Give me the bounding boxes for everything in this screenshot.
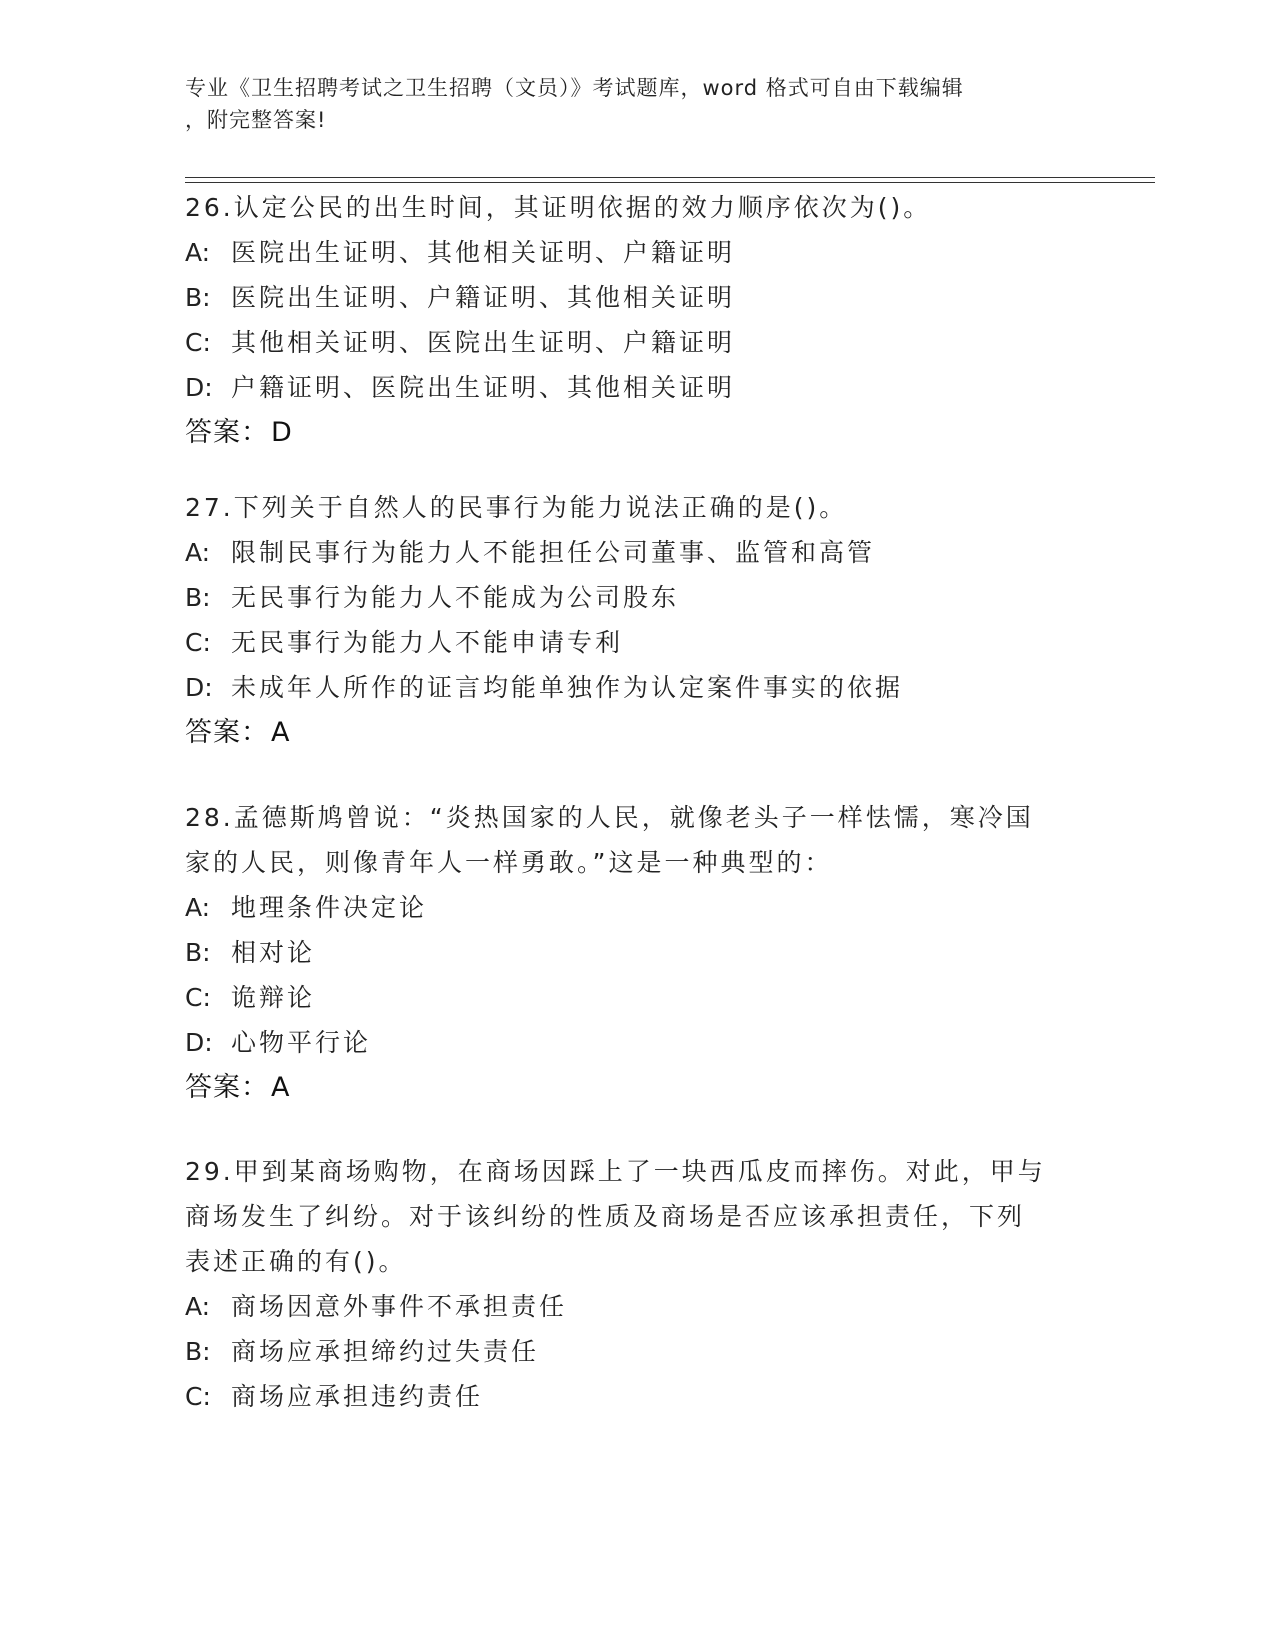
question-stem: 27.下列关于自然人的民事行为能力说法正确的是()。 [185,493,848,522]
answer-value: A [271,717,291,748]
option-a [185,230,1085,275]
option-letter: C: [185,328,211,357]
option-c [185,620,1085,665]
option-text: 商场应承担缔约过失责任 [231,1337,540,1366]
question-29 [185,1149,1085,1419]
option-letter: A: [185,893,211,922]
question-stem-line-1: 28.孟德斯鸠曾说：“炎热国家的人民，就像老头子一样怯懦，寒冷国 [185,803,1034,832]
option-letter: B: [185,583,211,612]
document-header [185,72,1085,136]
answer-line [185,710,1085,755]
question-28 [185,795,1085,1110]
answer-value: D [271,417,293,448]
option-text: 相对论 [231,938,316,967]
question-stem-line-1: 29.甲到某商场购物，在商场因踩上了一块西瓜皮而摔伤。对此，甲与 [185,1157,1046,1186]
option-d [185,365,1085,410]
question-27 [185,485,1085,755]
option-c [185,320,1085,365]
option-a [185,530,1085,575]
answer-label: 答案： [185,717,269,748]
header-divider-top [185,177,1155,178]
option-letter: A: [185,238,211,267]
option-text: 地理条件决定论 [231,893,428,922]
option-c [185,1374,1085,1419]
option-letter: D: [185,1028,213,1057]
answer-label: 答案： [185,1072,269,1103]
answer-line [185,1065,1085,1110]
option-d [185,1020,1085,1065]
option-letter: B: [185,283,211,312]
option-d [185,665,1085,710]
option-letter: C: [185,1382,211,1411]
option-text: 限制民事行为能力人不能担任公司董事、监管和高管 [231,538,876,567]
option-b [185,930,1085,975]
option-text: 商场因意外事件不承担责任 [231,1292,568,1321]
header-line-1: 专业《卫生招聘考试之卫生招聘（文员）》考试题库，word 格式可自由下载编辑 [185,76,964,100]
option-letter: A: [185,538,211,567]
answer-line [185,410,1085,455]
option-b [185,275,1085,320]
option-a [185,1284,1085,1329]
option-letter: C: [185,983,211,1012]
option-c [185,975,1085,1020]
question-stem-line-2: 家的人民，则像青年人一样勇敢。”这是一种典型的： [185,848,833,877]
option-text: 无民事行为能力人不能申请专利 [231,628,624,657]
option-text: 心物平行论 [231,1028,372,1057]
option-letter: B: [185,1337,211,1366]
option-text: 商场应承担违约责任 [231,1382,484,1411]
option-letter: B: [185,938,211,967]
option-text: 医院出生证明、其他相关证明、户籍证明 [231,238,736,267]
option-text: 未成年人所作的证言均能单独作为认定案件事实的依据 [231,673,904,702]
header-divider-bottom [185,182,1155,183]
option-letter: C: [185,628,211,657]
option-letter: D: [185,373,213,402]
option-text: 无民事行为能力人不能成为公司股东 [231,583,680,612]
question-stem-line-3: 表述正确的有()。 [185,1247,407,1276]
option-b [185,575,1085,620]
option-letter: D: [185,673,213,702]
option-text: 户籍证明、医院出生证明、其他相关证明 [231,373,736,402]
header-line-2: ，附完整答案! [185,108,327,132]
question-stem-line-2: 商场发生了纠纷。对于该纠纷的性质及商场是否应该承担责任，下列 [185,1202,1026,1231]
answer-label: 答案： [185,417,269,448]
option-letter: A: [185,1292,211,1321]
option-b [185,1329,1085,1374]
option-text: 诡辩论 [231,983,316,1012]
question-stem: 26.认定公民的出生时间，其证明依据的效力顺序依次为()。 [185,193,932,222]
option-text: 医院出生证明、户籍证明、其他相关证明 [231,283,736,312]
option-text: 其他相关证明、医院出生证明、户籍证明 [231,328,736,357]
answer-value: A [271,1072,291,1103]
option-a [185,885,1085,930]
question-26 [185,185,1085,455]
